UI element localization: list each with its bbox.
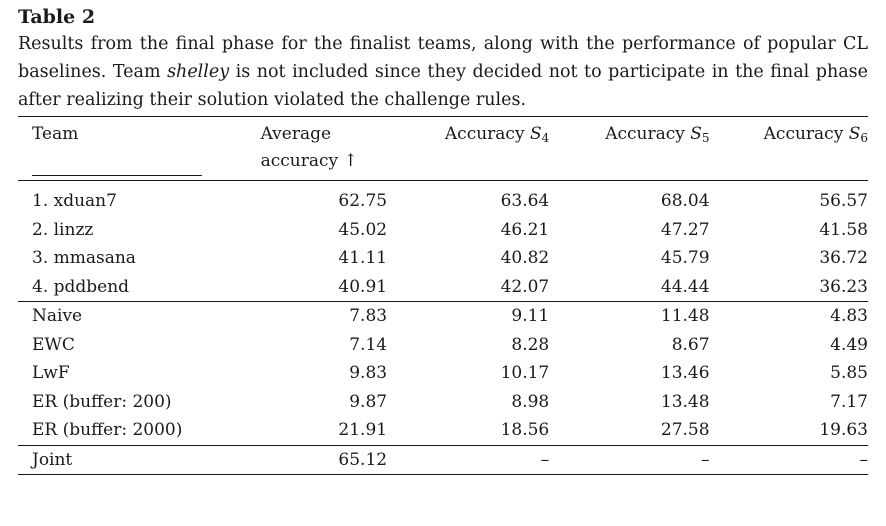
table-row	[18, 445, 868, 475]
avg-cell: 9.87	[349, 391, 388, 412]
team-cell: Naive	[18, 302, 251, 331]
team-cell: 2. linzz	[32, 219, 94, 240]
table-label: Table 2	[18, 6, 96, 28]
avg-cell: 7.83	[251, 302, 388, 331]
header-row	[18, 117, 868, 181]
avg-cell: 40.91	[338, 276, 388, 297]
table-caption	[18, 30, 868, 114]
header-accuracy-s6	[710, 117, 868, 181]
s6-cell: 41.58	[819, 219, 868, 240]
avg-cell: 7.14	[349, 334, 388, 355]
header-accuracy-s5	[549, 117, 709, 181]
s4-cell: 18.56	[500, 420, 550, 440]
avg-cell: 9.83	[349, 363, 388, 383]
header-average-accuracy	[251, 117, 388, 181]
caption-text-start: Results from the final phase for the finalist teams, along with the performance of popular CL baselines. Team	[18, 34, 868, 82]
s4-cell: 8.28	[511, 334, 550, 355]
header-s4-symbol: S	[529, 124, 542, 144]
s5-cell: 47.27	[660, 219, 710, 240]
baselines-group	[18, 302, 868, 446]
header-s5-symbol: S	[690, 124, 702, 144]
s6-cell: 5.85	[830, 363, 868, 383]
s5-cell: 27.58	[660, 420, 710, 440]
table-row	[18, 302, 868, 331]
s6-cell: 36.72	[819, 248, 868, 268]
avg-cell: 41.11	[338, 248, 388, 268]
header-s4-subscript: 4	[541, 131, 550, 145]
paper-page	[18, 4, 868, 475]
s4-cell: 9.11	[387, 302, 549, 331]
team-cell: LwF	[32, 363, 70, 383]
s5-cell: 13.46	[660, 363, 710, 383]
table-row	[18, 388, 868, 417]
avg-cell: 45.02	[338, 219, 388, 240]
team-cell: 3. mmasana	[32, 248, 136, 268]
table-row	[18, 216, 868, 245]
results-table	[18, 116, 868, 475]
header-team-label: Team	[32, 121, 202, 176]
s5-cell: 11.48	[549, 302, 709, 331]
s4-cell: 10.17	[500, 363, 550, 383]
team-cell: EWC	[32, 334, 75, 355]
avg-cell: 65.12	[251, 445, 388, 475]
s4-cell: 46.21	[500, 219, 550, 240]
s5-cell: 8.67	[671, 334, 710, 355]
header-s6-subscript: 6	[860, 131, 868, 145]
table-row	[18, 181, 868, 216]
s4-cell: 42.07	[500, 276, 550, 297]
caption-text-end: is not included since they decided not to participate in the final phase after realizing their solution violated the challenge rules.	[18, 62, 868, 110]
team-cell: Joint	[18, 445, 251, 475]
header-s5-prefix: Accuracy	[605, 124, 685, 144]
s4-cell: 40.82	[500, 248, 550, 268]
table-row	[18, 416, 868, 445]
avg-cell: 21.91	[338, 420, 388, 440]
finalists-group	[18, 181, 868, 302]
s6-cell: 56.57	[819, 191, 868, 211]
s6-cell: –	[710, 445, 868, 475]
s5-cell: 44.44	[660, 276, 710, 297]
s5-cell: 45.79	[660, 248, 710, 268]
team-cell: 4. pddbend	[32, 276, 130, 297]
table-row	[18, 244, 868, 273]
team-cell: ER (buffer: 2000)	[32, 420, 183, 440]
caption-team-name: shelley	[167, 62, 230, 82]
s4-cell: –	[387, 445, 549, 475]
header-accuracy-s4	[387, 117, 549, 181]
s6-cell: 4.83	[710, 302, 868, 331]
table-row	[18, 331, 868, 360]
s6-cell: 36.23	[819, 276, 868, 297]
table-row	[18, 273, 868, 302]
team-cell: ER (buffer: 200)	[32, 391, 172, 412]
header-s4-prefix: Accuracy	[444, 124, 525, 144]
header-s6-prefix: Accuracy	[763, 124, 844, 144]
s4-cell: 8.98	[511, 391, 550, 412]
header-avg-line2: accuracy ↑	[260, 151, 358, 171]
avg-cell: 62.75	[338, 191, 388, 211]
header-team	[18, 117, 251, 181]
joint-group	[18, 445, 868, 475]
s6-cell: 7.17	[830, 391, 868, 412]
s4-cell: 63.64	[500, 191, 550, 211]
s5-cell: –	[549, 445, 709, 475]
s6-cell: 19.63	[819, 420, 868, 440]
team-cell: 1. xduan7	[32, 191, 117, 211]
header-s5-subscript: 5	[701, 131, 710, 145]
header-s6-symbol: S	[848, 124, 861, 144]
table-row	[18, 359, 868, 388]
table-header	[18, 117, 868, 181]
header-avg-line1: Average	[260, 124, 332, 144]
s5-cell: 13.48	[660, 391, 710, 412]
s5-cell: 68.04	[660, 191, 710, 211]
s6-cell: 4.49	[830, 334, 868, 355]
